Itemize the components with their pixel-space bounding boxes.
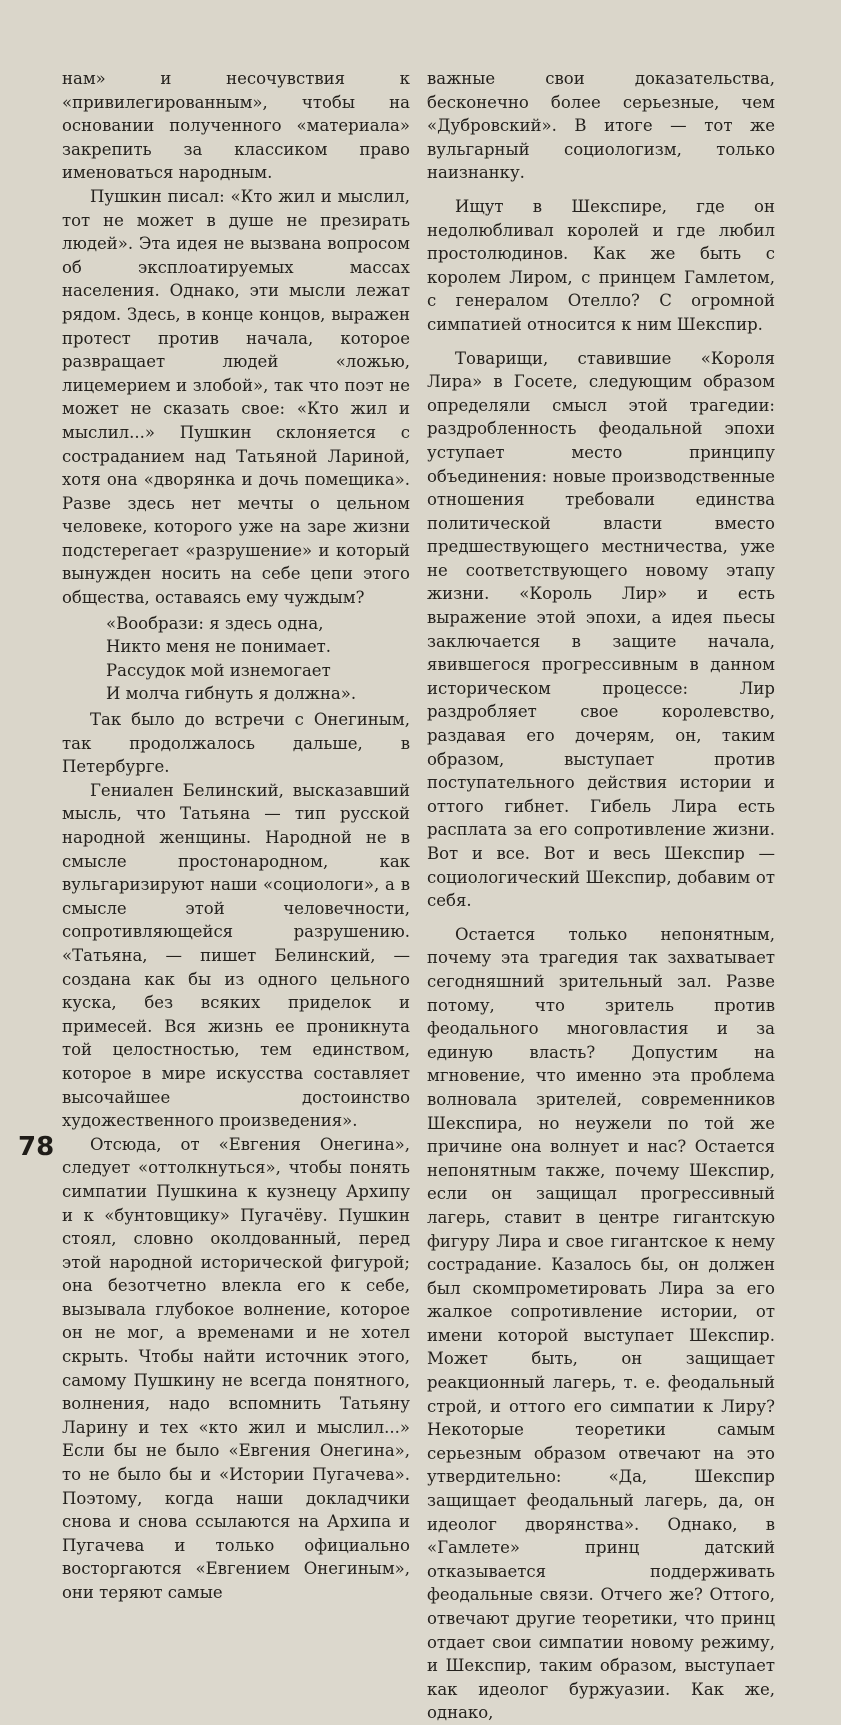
verse-line: «Вообрази: я здесь одна, — [106, 613, 324, 633]
left-column — [62, 67, 410, 1605]
verse-line: Рассудок мой изнемогает — [106, 660, 331, 680]
right-column — [427, 67, 775, 1725]
left-paragraph-5: Отсюда, от «Евгения Онегина», следует «оттолкнуться», чтобы понять симпатии Пушкина к кузнецу Архипу и к «бунтовщику» Пугачёву. Пушкин стоял, словно околдованный, перед этой народной исторической фигурой; она безотчетно влекла его к себе, вызывала глубокое волнение, которое он не мог, а временами и не хотел скрыть. Чтобы найти источник этого, самому Пушкину не всегда понятного, волнения, надо вспомнить Татьяну Ларину и тех «кто жил и мыслил...» Если бы не было «Евгения Онегина», то не было бы и «Истории Пугачева». Поэтому, когда наши докладчики снова и снова ссылаются на Архипа и Пугачева и только официально восторгаются «Евгением Онегиным», они теряют самые — [62, 1134, 410, 1602]
left-paragraph-1: нам» и несочувствия к «привилегированным», чтобы на основании полученного «материала» закрепить за классиком право именоваться народным. — [62, 69, 410, 183]
left-paragraph-3: Так было до встречи с Онегиным, так продолжалось дальше, в Петербурге. — [62, 710, 410, 777]
right-paragraph-2: Ищут в Шекспире, где он недолюбливал королей и где любил простолюдинов. Как же быть с королем Лиром, с принцем Гамлетом, с генералом Отелло? С огромной симпатией относится к ним Шекспир. — [427, 196, 775, 334]
page-number: 78 — [18, 1132, 55, 1162]
verse-quote — [106, 612, 410, 706]
verse-line: Никто меня не понимает. — [106, 637, 331, 657]
left-paragraph-2: Пушкин писал: «Кто жил и мыслил, тот не может в душе не презирать людей». Эта идея не вызвана вопросом об эксплоатируемых массах населения. Однако, эти мысли лежат рядом. Здесь, в конце концов, выражен протест против начала, которое развращает людей «ложью, лицемерием и злобой», так что поэт не может не сказать свое: «Кто жил и мыслил...» Пушкин склоняется с состраданием над Татьяной Лариной, хотя она «дворянка и дочь помещика». Разве здесь нет мечты о цельном человеке, которого уже на заре жизни подстерегает «разрушение» и который вынужден носить на себе цепи этого общества, оставаясь ему чуждым? — [62, 186, 410, 608]
right-paragraph-1: важные свои доказательства, бесконечно более серьезные, чем «Дубровский». В итоге — тот же вульгарный социологизм, только наизнанку. — [427, 69, 775, 183]
verse-line: И молча гибнуть я должна». — [106, 684, 357, 704]
right-paragraph-4: Остается только непонятным, почему эта трагедия так захватывает сегодняшний зрительный зал. Разве потому, что зритель против феодального многовластия и за единую власть? Допустим на мгновение, что именно эта проблема волновала зрителей, современников Шекспира, но неужели по той же причине она волнует и нас? Остается непонятным также, почему Шекспир, если он защищал прогрессивный лагерь, ставит в центре гигантскую фигуру Лира и свое гигантское к нему сострадание. Казалось бы, он должен был скомпрометировать Лира за его жалкое сопротивление истории, от имени которой выступает Шекспир. Может быть, он защищает реакционный лагерь, т. е. феодальный строй, и оттого его симпатии к Лиру? Некоторые теоретики самым серьезным образом отвечают на это утвердительно: «Да, Шекспир защищает феодальный лагерь, да, он идеолог дворянства». Однако, в «Гамлете» принц датский отказывается поддерживать феодальные связи. Отчего же? Оттого, отвечают другие теоретики, что принц отдает свои симпатии новому режиму, и Шекспир, таким образом, выступает как идеолог буржуазии. Как же, однако, — [427, 924, 775, 1723]
left-paragraph-4: Гениален Белинский, высказавший мысль, что Татьяна — тип русской народной женщины. Народной не в смысле простонародном, как вульгаризируют наши «социологи», а в смысле этой человечности, сопротивляющейся разрушению. «Татьяна, — пишет Белинский, — создана как бы из одного цельного куска, без всяких приделок и примесей. Вся жизнь ее проникнута той целостностью, тем единством, которое в мире искусства составляет высочайшее достоинство художественного произведения». — [62, 780, 410, 1131]
right-paragraph-3: Товарищи, ставившие «Короля Лира» в Госете, следующим образом определяли смысл этой трагедии: раздробленность феодальной эпохи уступает место принципу объединения: новые производственные отношения требовали единства политической власти вместо предшествующего местничества, уже не соответствующего новому этапу жизни. «Король Лир» и есть выражение этой эпохи, а идея пьесы заключается в защите начала, явившегося прогрессивным в данном историческом процессе: Лир раздробляет свое королевство, раздавая его дочерям, он, таким образом, выступает против поступательного действия истории и оттого гибнет. Гибель Лира есть расплата за его сопротивление жизни. Вот и все. Вот и весь Шекспир — социологический Шекспир, добавим от себя. — [427, 348, 775, 911]
